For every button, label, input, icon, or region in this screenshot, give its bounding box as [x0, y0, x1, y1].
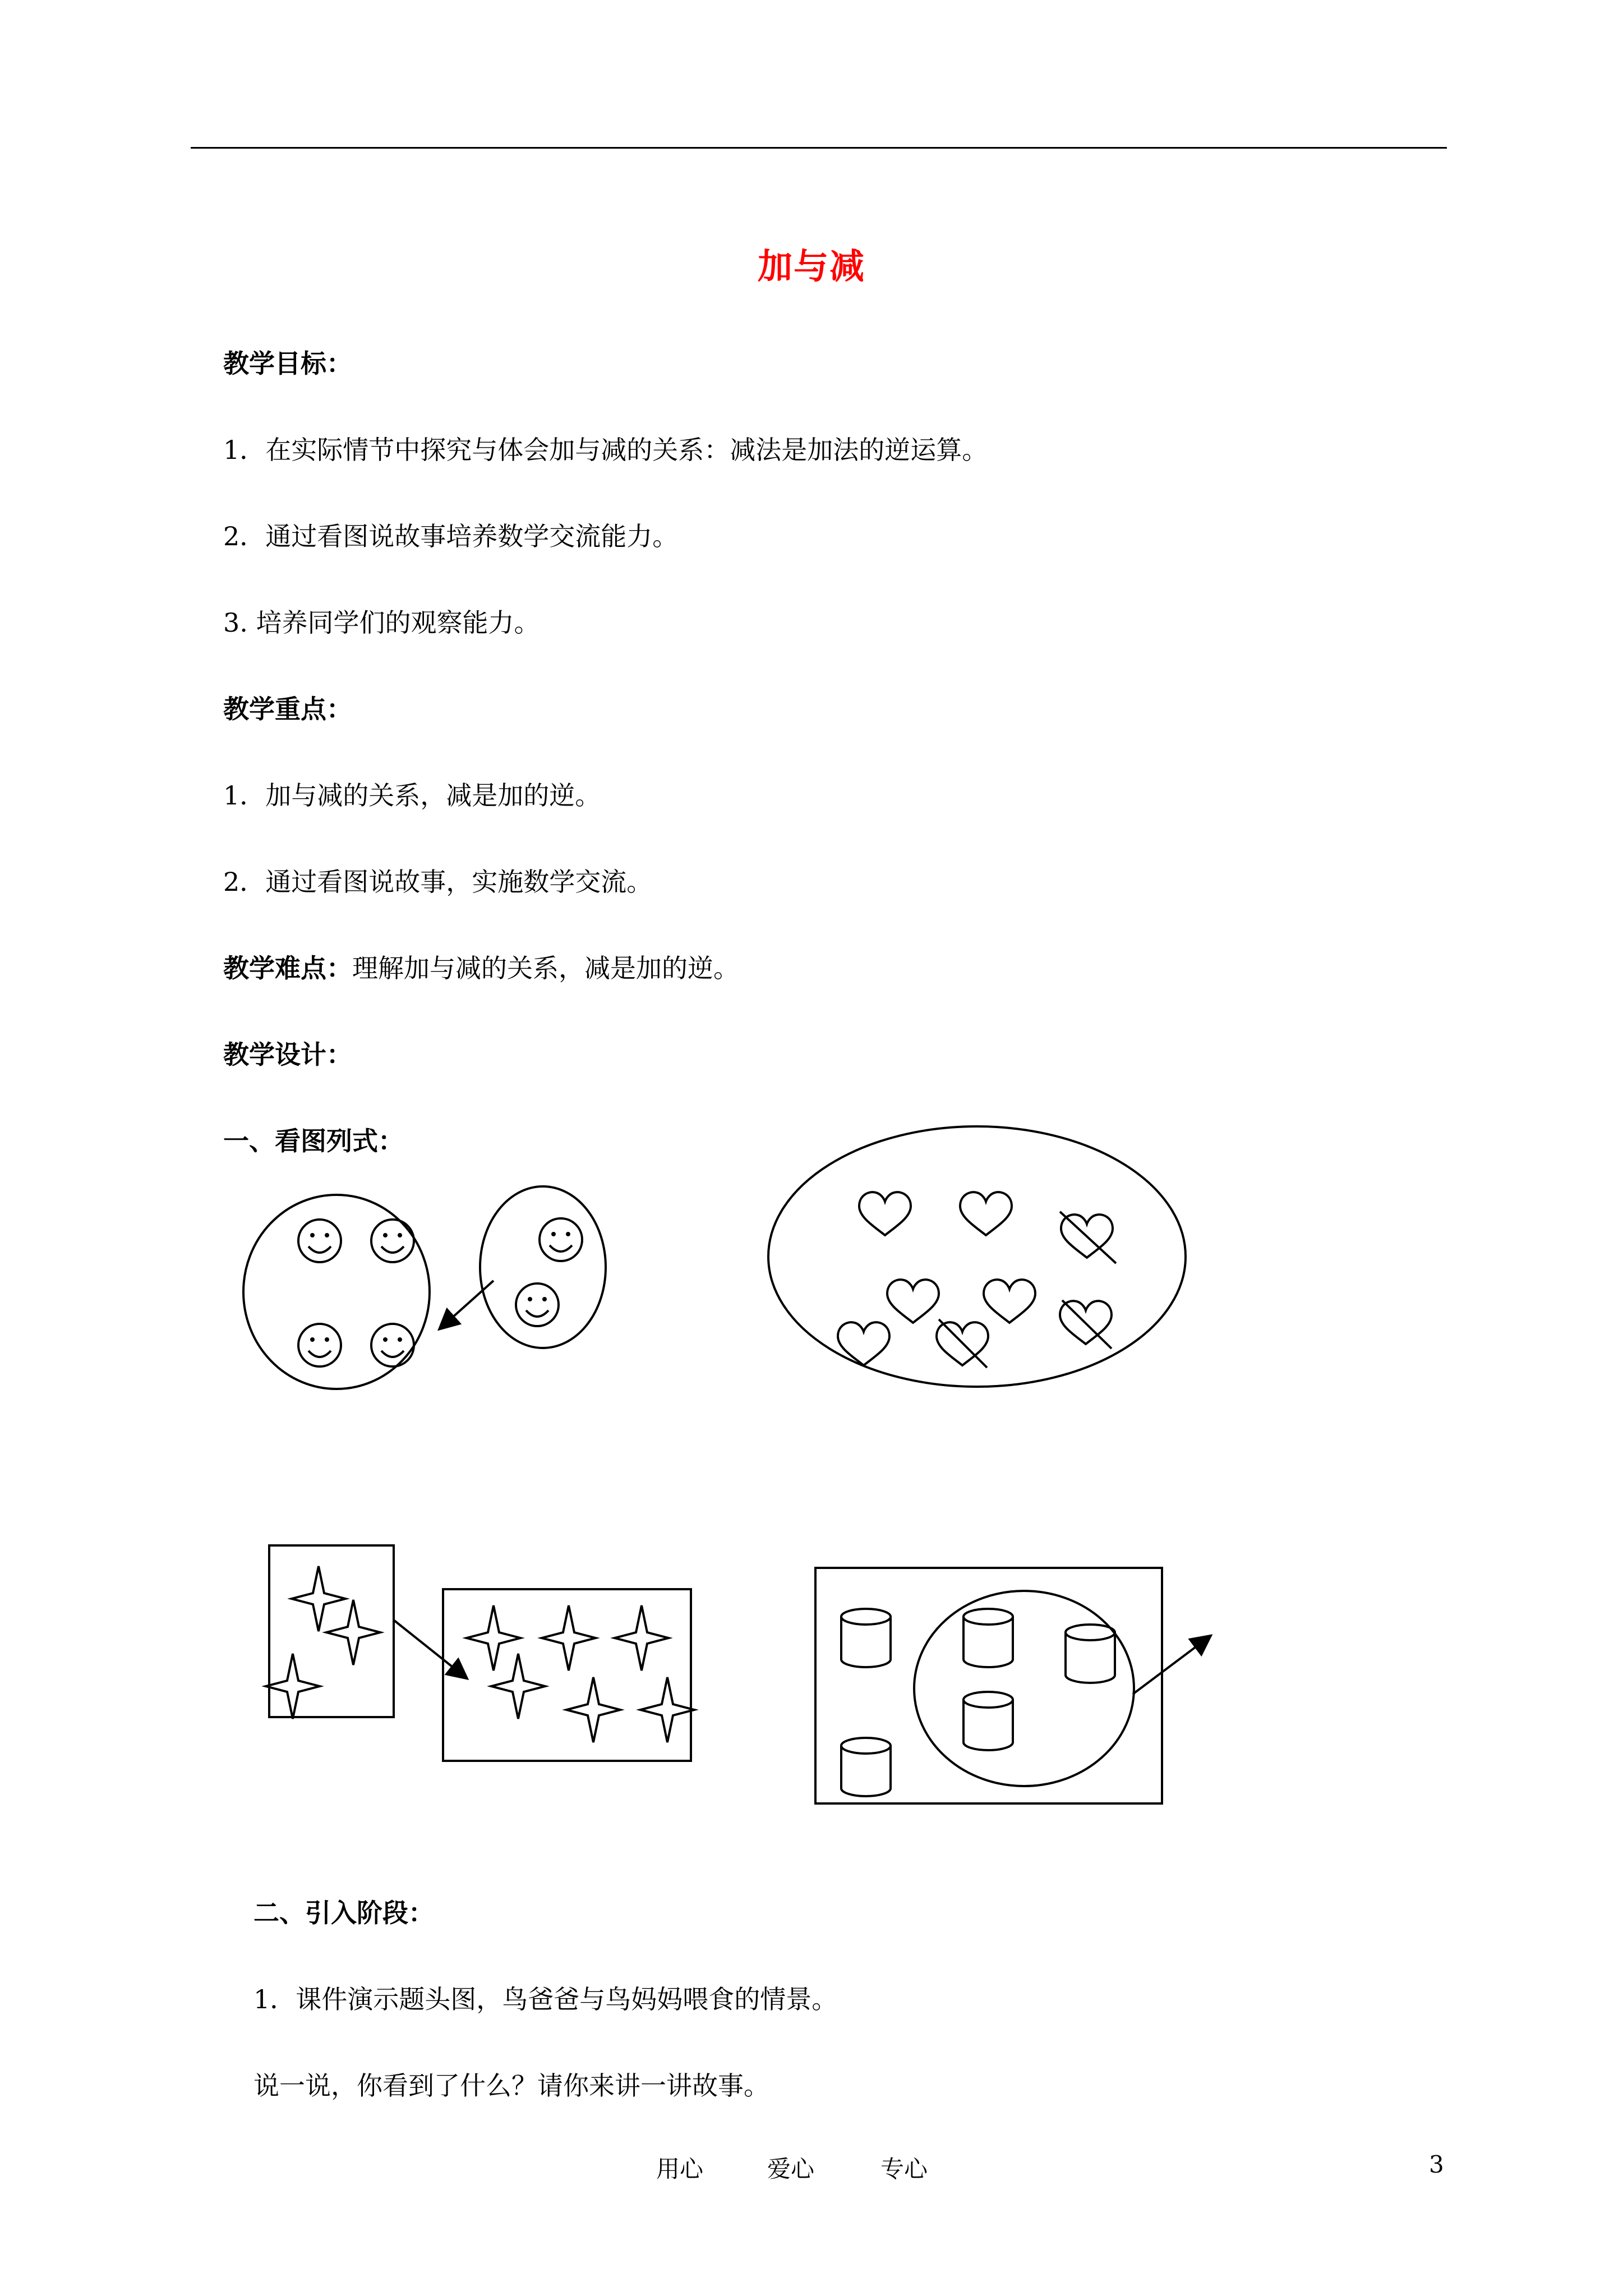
part2-item-2: 说一说，你看到了什么？请你来讲一讲故事。 [253, 2070, 769, 2101]
footer-motto-3: 专心 [880, 2155, 928, 2183]
part1-heading: 一、看图列式： [223, 1126, 404, 1156]
figure-smileys [243, 1186, 606, 1389]
figure-stars [266, 1545, 694, 1761]
footer-motto-1: 用心 [656, 2155, 704, 2183]
goal-item-2: 2．通过看图说故事培养数学交流能力。 [223, 521, 679, 551]
part2-heading: 二、引入阶段： [253, 1898, 434, 1928]
goal-item-3: 3. 培养同学们的观察能力。 [223, 608, 540, 638]
key-item-2: 2．通过看图说故事，实施数学交流。 [223, 867, 653, 897]
part2-item-1: 1．课件演示题头图，鸟爸爸与鸟妈妈喂食的情景。 [253, 1984, 838, 2014]
difficulty-text: 理解加与减的关系，减是加的逆。 [352, 953, 739, 983]
difficulty-heading: 教学难点： [223, 953, 352, 983]
goal-item-1: 1．在实际情节中探究与体会加与减的关系：减法是加法的逆运算。 [223, 435, 988, 465]
goals-heading: 教学目标： [223, 348, 352, 379]
page-number: 3 [1429, 2151, 1444, 2178]
design-heading: 教学设计： [223, 1039, 352, 1070]
key-item-1: 1．加与减的关系，减是加的逆。 [223, 780, 601, 811]
figure-hearts [768, 1126, 1186, 1387]
figure-cylinders [815, 1568, 1209, 1803]
page-title: 加与减 [757, 246, 865, 287]
footer-motto-2: 爱心 [767, 2155, 815, 2183]
key-heading: 教学重点： [223, 694, 352, 724]
